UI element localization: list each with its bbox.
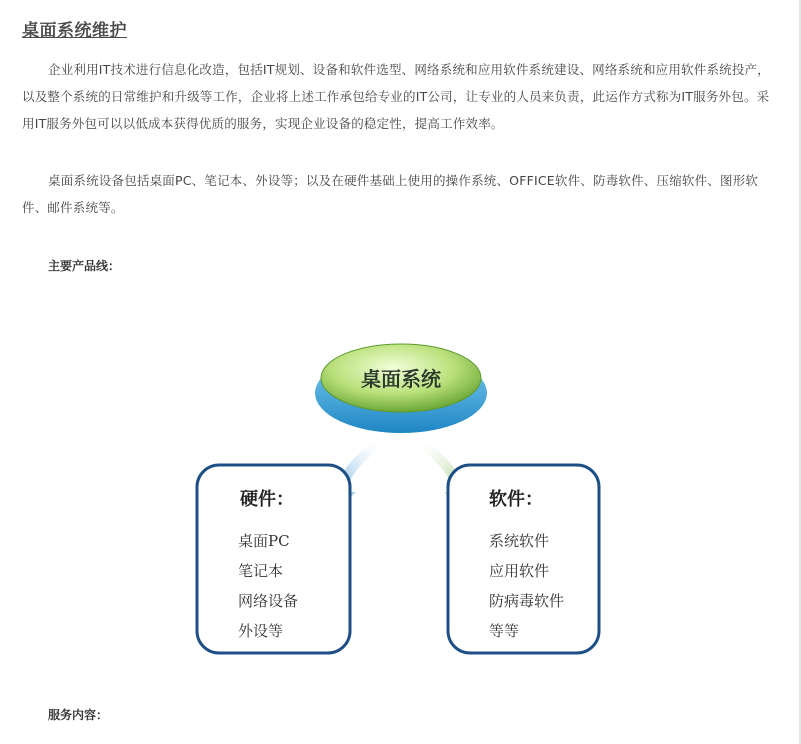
product-line-diagram bbox=[0, 300, 801, 680]
section-heading-services: 服务内容： bbox=[48, 708, 109, 722]
hardware-title: 硬件： bbox=[240, 489, 294, 510]
center-node-label: 桌面系统 bbox=[361, 367, 441, 391]
page-title: 桌面系统维护 bbox=[22, 21, 127, 41]
hardware-item: 网络设备 bbox=[238, 592, 299, 610]
desktop-scope-paragraph: 桌面系统设备包括桌面PC、笔记本、外设等；以及在硬件基础上使用的操作系统、OFFICE软件、防毒软件、压缩软件、图形软件、邮件系统等。 bbox=[22, 173, 759, 215]
software-item: 防病毒软件 bbox=[489, 592, 565, 610]
hardware-box bbox=[197, 465, 350, 653]
hardware-item: 桌面PC bbox=[238, 532, 290, 550]
center-node bbox=[315, 344, 487, 433]
software-item: 系统软件 bbox=[489, 532, 550, 550]
software-title: 软件： bbox=[489, 489, 543, 510]
software-item: 等等 bbox=[489, 622, 520, 640]
software-box bbox=[448, 465, 599, 653]
intro-paragraph: 企业利用IT技术进行信息化改造，包括IT规划、设备和软件选型、网络系统和应用软件系统建设、网络系统和应用软件系统投产，以及整个系统的日常维护和升级等工作，企业将上述工作承包给专业的IT公司，让专业的人员来负责，此运作方式称为IT服务外包。采用IT服务外包可以以低成本获得优质的服务，实现企业设备的稳定性，提高工作效率。 bbox=[22, 62, 770, 131]
hardware-item: 外设等 bbox=[238, 622, 284, 640]
section-heading-product-lines: 主要产品线： bbox=[48, 259, 121, 273]
hardware-item: 笔记本 bbox=[238, 562, 284, 580]
software-item: 应用软件 bbox=[489, 562, 550, 580]
